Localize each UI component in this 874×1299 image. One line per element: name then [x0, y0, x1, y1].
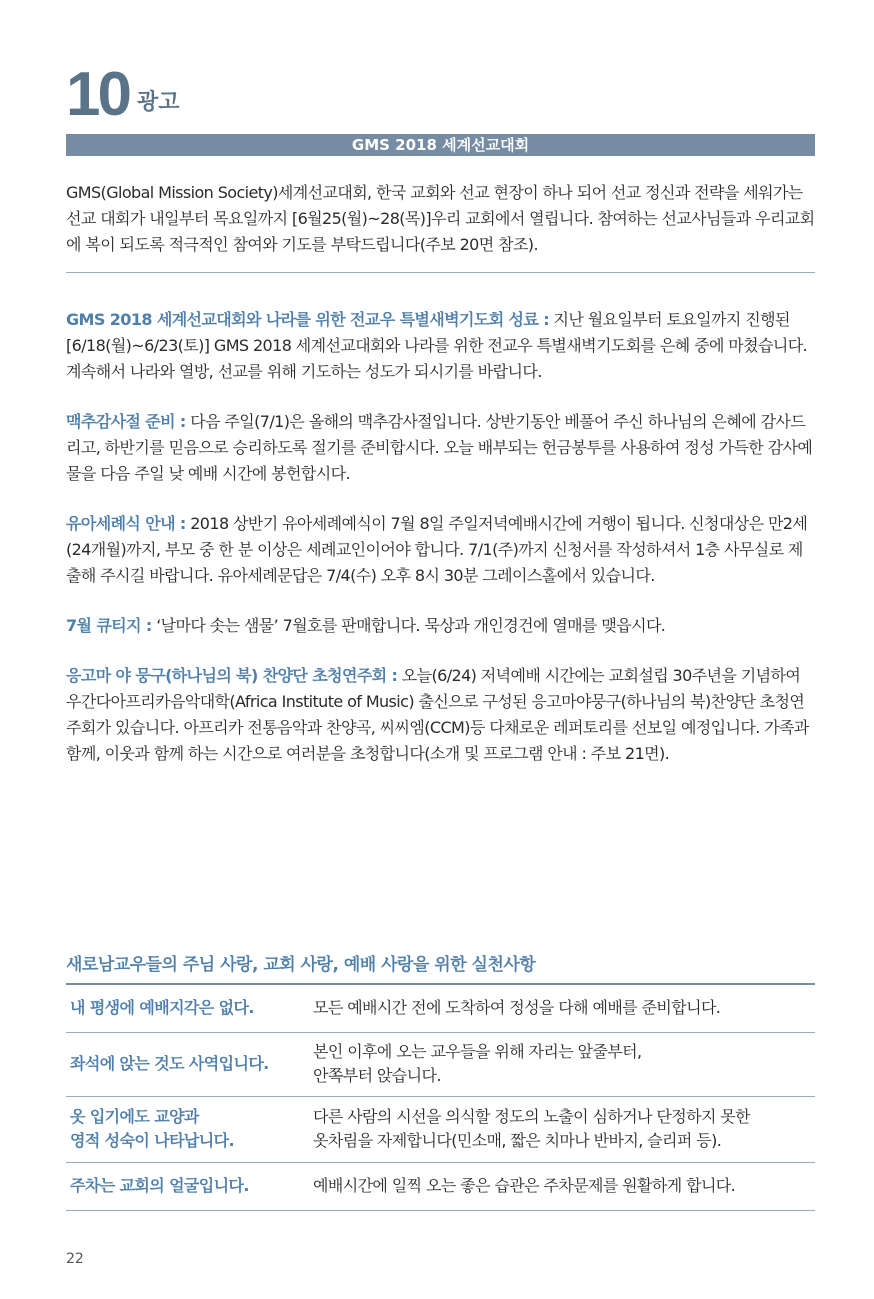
practice-label: 옷 입기에도 교양과 영적 성숙이 나타납니다. [70, 1107, 234, 1150]
table-row [66, 1096, 815, 1162]
page-header [66, 56, 180, 129]
divider [66, 272, 815, 273]
practice-label: 좌석에 앉는 것도 사역입니다. [70, 1054, 269, 1073]
notice-heading: GMS 2018 세계선교대회와 나라를 위한 전교우 특별새벽기도회 성료 : [66, 310, 550, 329]
practice-table [66, 984, 815, 1211]
notice-list [66, 307, 816, 791]
practice-desc: 예배시간에 일찍 오는 좋은 습관은 주차문제를 원활하게 합니다. [313, 1176, 736, 1195]
notice-body: 다음 주일(7/1)은 올해의 맥추감사절입니다. 상반기동안 베풀어 주신 하나님의 은혜에 감사드리고, 하반기를 믿음으로 승리하도록 절기를 준비합시다. 오늘 배부되는 헌금봉투를 사용하여 정성 가득한 감사예물을 다음 주일 낮 예배 시간에 봉헌합시다. [66, 412, 813, 483]
notice-item [66, 511, 816, 589]
notice-heading: 7월 큐티지 : [66, 616, 152, 635]
notice-item [66, 663, 816, 767]
notice-heading: 유아세례식 안내 : [66, 514, 186, 533]
notice-body: 오늘(6/24) 저녁예배 시간에는 교회설립 30주년을 기념하여 우간다아프리카음악대학(Africa Institute of Music) 출신으로 구성된 응고마야뭉구(하나님의 북)찬양단 초청연주회가 있습니다. 아프리카 전통음악과 찬양곡, 씨씨엠(CCM)등 다채로운 레퍼토리를 선보일 예정입니다. 가족과 함께, 이웃과 함께 하는 시간으로 여러분을 초청합니다(소개 및 프로그램 안내 : 주보 21면). [66, 666, 809, 763]
notice-body: 2018 상반기 유아세례예식이 7월 8일 주일저녁예배시간에 거행이 됩니다. 신청대상은 만2세(24개월)까지, 부모 중 한 분 이상은 세례교인이어야 합니다. 7/1(주)까지 신청서를 작성하셔서 1층 사무실로 제출해 주시길 바랍니다. 유아세례문답은 7/4(수) 오후 8시 30분 그레이스홀에서 있습니다. [66, 514, 808, 585]
practice-title: 새로남교우들의 주님 사랑, 교회 사랑, 예배 사랑을 위한 실천사항 [66, 955, 536, 975]
notice-item [66, 307, 816, 385]
section-number: 10 [66, 60, 129, 129]
practice-label: 주차는 교회의 얼굴입니다. [70, 1176, 249, 1195]
intro-paragraph: GMS(Global Mission Society)세계선교대회, 한국 교회와 선교 현장이 하나 되어 선교 정신과 전략을 세워가는 선교 대회가 내일부터 목요일까지 [6월25(월)~28(목)]우리 교회에서 열립니다. 참여하는 선교사님들과 우리교회에 복이 되도록 적극적인 참여와 기도를 부탁드립니다(주보 20면 참조). [66, 183, 815, 254]
table-row [66, 1162, 815, 1210]
notice-body: ‘날마다 솟는 샘물’ 7월호를 판매합니다. 묵상과 개인경건에 열매를 맺읍시다. [151, 616, 666, 635]
notice-item [66, 409, 816, 487]
practice-label: 내 평생에 예배지각은 없다. [70, 997, 254, 1017]
practice-desc: 모든 예배시간 전에 도착하여 정성을 다해 예배를 준비합니다. [313, 997, 721, 1017]
practice-desc: 다른 사람의 시선을 의식할 정도의 노출이 심하거나 단정하지 못한 옷차림을 자제합니다(민소매, 짧은 치마나 반바지, 슬리퍼 등). [313, 1107, 751, 1150]
notice-heading: 응고마 야 뭉구(하나님의 북) 찬양단 초청연주회 : [66, 666, 398, 685]
table-row [66, 984, 815, 1032]
page-number: 22 [66, 1251, 84, 1267]
practice-desc: 본인 이후에 오는 교우들을 위해 자리는 앞줄부터, 안쪽부터 앉습니다. [313, 1042, 642, 1085]
banner-title: GMS 2018 세계선교대회 [66, 134, 815, 156]
notice-heading: 맥추감사절 준비 : [66, 412, 186, 431]
section-name: 광고 [136, 90, 180, 115]
notice-body: 지난 월요일부터 토요일까지 진행된 [6/18(월)~6/23(토)] GMS 2018 세계선교대회와 나라를 위한 전교우 특별새벽기도회를 은혜 중에 마쳤습니다. 계속해서 나라와 열방, 선교를 위해 기도하는 성도가 되시기를 바랍니다. [66, 310, 808, 381]
notice-item [66, 613, 816, 639]
table-row [66, 1032, 815, 1096]
